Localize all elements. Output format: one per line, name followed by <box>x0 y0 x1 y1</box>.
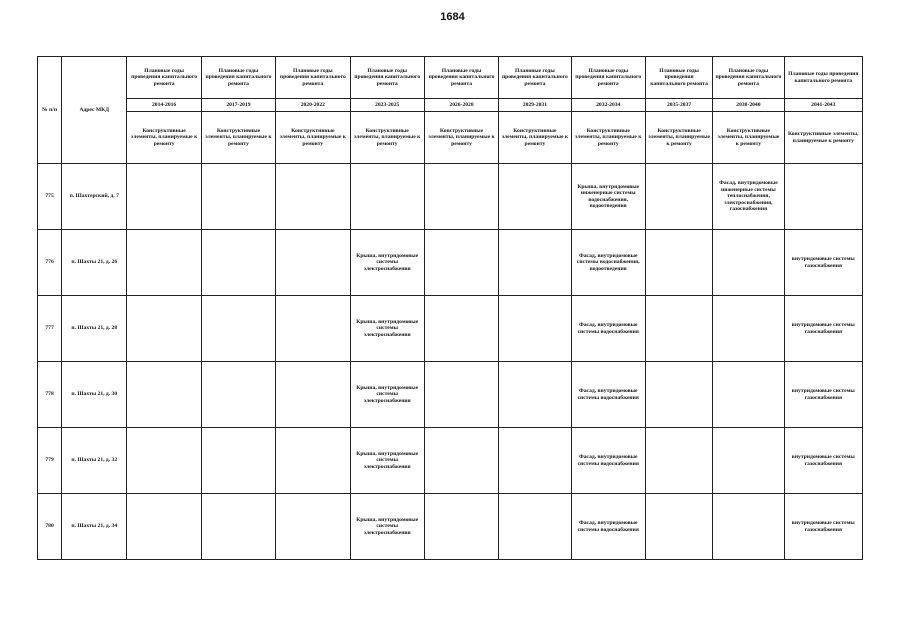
repair-elements-cell: внутридомовые системы газоснабжения <box>784 296 862 362</box>
row-address: п. Шахты 21, д. 26 <box>62 230 127 296</box>
period-years-header: 2026-2028 <box>424 99 498 112</box>
period-label-header: Плановые годы проведения капитального ремонта <box>571 57 645 99</box>
repair-elements-cell: Крыша, внутридомовые системы электроснабжения <box>350 296 424 362</box>
period-years-header: 2032-2034 <box>571 99 645 112</box>
period-elements-header: Конструктивные элементы, планируемые к ремонту <box>276 112 350 164</box>
repair-elements-cell: внутридомовые системы газоснабжения <box>784 230 862 296</box>
period-label-header: Плановые годы проведения капитального ремонта <box>276 57 350 99</box>
period-years-header: 2041-2043 <box>784 99 862 112</box>
row-address: п. Шахтерский, д. 7 <box>62 164 127 230</box>
period-label-header: Плановые годы проведения капитального ремонта <box>424 57 498 99</box>
row-address: п. Шахты 21, д. 28 <box>62 296 127 362</box>
repair-elements-cell: Фасад, внутридомовые системы водоснабжения <box>571 494 645 560</box>
repair-elements-cell <box>276 362 350 428</box>
repair-elements-cell <box>713 230 784 296</box>
repair-elements-cell <box>424 428 498 494</box>
repair-elements-cell <box>645 494 712 560</box>
repair-elements-cell <box>499 494 571 560</box>
repair-elements-cell <box>645 164 712 230</box>
repair-elements-cell <box>201 164 275 230</box>
repair-elements-cell: Крыша, внутридомовые системы электроснабжения <box>350 230 424 296</box>
repair-elements-cell: Крыша, внутридомовые системы электроснабжения <box>350 494 424 560</box>
header-row-years <box>38 99 863 112</box>
period-label-header: Плановые годы проведения капитального ремонта <box>645 57 712 99</box>
row-number: 777 <box>38 296 62 362</box>
period-years-header: 2023-2025 <box>350 99 424 112</box>
repair-elements-cell <box>127 296 201 362</box>
row-address: п. Шахты 21, д. 30 <box>62 362 127 428</box>
table-row <box>38 494 863 560</box>
repair-elements-cell <box>201 230 275 296</box>
repair-elements-cell <box>645 428 712 494</box>
repair-elements-cell <box>499 362 571 428</box>
repair-elements-cell: Фасад, внутридомовые системы водоснабжения <box>571 296 645 362</box>
repair-elements-cell: внутридомовые системы газоснабжения <box>784 362 862 428</box>
repair-elements-cell <box>424 230 498 296</box>
table-row <box>38 362 863 428</box>
period-label-header: Плановые годы проведения капитального ремонта <box>713 57 784 99</box>
repair-elements-cell <box>645 230 712 296</box>
table-row <box>38 164 863 230</box>
row-number: 775 <box>38 164 62 230</box>
table-row <box>38 230 863 296</box>
header-row-elements <box>38 112 863 164</box>
period-label-header: Плановые годы проведения капитального ремонта <box>499 57 571 99</box>
repair-elements-cell <box>713 428 784 494</box>
repair-elements-cell <box>784 164 862 230</box>
repair-elements-cell: Фасад, внутридомовые системы водоснабжения <box>571 428 645 494</box>
repair-elements-cell <box>499 428 571 494</box>
period-elements-header: Конструктивные элементы, планируемые к ремонту <box>645 112 712 164</box>
period-elements-header: Конструктивные элементы, планируемые к ремонту <box>350 112 424 164</box>
repair-elements-cell <box>424 362 498 428</box>
period-label-header: Плановые годы проведения капитального ремонта <box>201 57 275 99</box>
repair-elements-cell: Крыша, внутридомовые системы электроснабжения <box>350 428 424 494</box>
address-header: Адрес МКД <box>62 57 127 164</box>
repair-elements-cell <box>350 164 424 230</box>
period-years-header: 2029-2031 <box>499 99 571 112</box>
repair-elements-cell <box>127 362 201 428</box>
repair-elements-cell <box>127 164 201 230</box>
repair-elements-cell: Крыша, внутридомовые системы электроснабжения <box>350 362 424 428</box>
repair-elements-cell <box>276 230 350 296</box>
period-elements-header: Конструктивные элементы, планируемые к ремонту <box>571 112 645 164</box>
repair-elements-cell: Фасад, внутридомовые системы водоснабжения, водоотведения <box>571 230 645 296</box>
table-row <box>38 428 863 494</box>
repair-elements-cell <box>499 164 571 230</box>
repair-elements-cell <box>127 494 201 560</box>
period-elements-header: Конструктивные элементы, планируемые к ремонту <box>201 112 275 164</box>
period-years-header: 2017-2019 <box>201 99 275 112</box>
period-years-header: 2020-2022 <box>276 99 350 112</box>
repair-elements-cell <box>424 164 498 230</box>
period-elements-header: Конструктивные элементы, планируемые к ремонту <box>424 112 498 164</box>
repair-elements-cell <box>276 164 350 230</box>
repair-elements-cell <box>201 494 275 560</box>
row-number: 776 <box>38 230 62 296</box>
repair-elements-cell <box>499 230 571 296</box>
period-label-header: Плановые годы проведения капитального ремонта <box>127 57 201 99</box>
repair-elements-cell <box>201 428 275 494</box>
repair-elements-cell <box>713 362 784 428</box>
repair-elements-cell: Фасад, внутридомовые инженерные системы теплоснабжения, электроснабжения, газоснабжения <box>713 164 784 230</box>
repair-elements-cell <box>499 296 571 362</box>
page-number: 1684 <box>440 11 465 23</box>
period-label-header: Плановые годы проведения капитального ремонта <box>784 57 862 99</box>
repair-elements-cell <box>276 494 350 560</box>
repair-elements-cell <box>424 296 498 362</box>
period-elements-header: Конструктивные элементы, планируемые к ремонту <box>713 112 784 164</box>
row-address: п. Шахты 21, д. 34 <box>62 494 127 560</box>
row-number: 779 <box>38 428 62 494</box>
repair-elements-cell <box>276 296 350 362</box>
repair-elements-cell <box>713 494 784 560</box>
repair-elements-cell <box>645 362 712 428</box>
period-years-header: 2038-2040 <box>713 99 784 112</box>
repair-elements-cell: Крыша, внутридомовые инженерные системы водоснабжения, водоотведения <box>571 164 645 230</box>
repair-elements-cell <box>127 428 201 494</box>
capital-repair-table <box>37 56 863 560</box>
period-years-header: 2035-2037 <box>645 99 712 112</box>
period-elements-header: Конструктивные элементы, планируемые к ремонту <box>784 112 862 164</box>
repair-elements-cell <box>201 296 275 362</box>
num-header: № п/п <box>38 57 62 164</box>
repair-elements-cell: внутридомовые системы газоснабжения <box>784 428 862 494</box>
repair-elements-cell <box>127 230 201 296</box>
period-years-header: 2014-2016 <box>127 99 201 112</box>
table-row <box>38 296 863 362</box>
repair-elements-cell <box>713 296 784 362</box>
header-row-labels <box>38 57 863 99</box>
row-number: 780 <box>38 494 62 560</box>
repair-elements-cell <box>424 494 498 560</box>
period-elements-header: Конструктивные элементы, планируемые к ремонту <box>127 112 201 164</box>
row-number: 778 <box>38 362 62 428</box>
repair-elements-cell <box>645 296 712 362</box>
row-address: п. Шахты 21, д. 32 <box>62 428 127 494</box>
repair-elements-cell: внутридомовые системы газоснабжения <box>784 494 862 560</box>
repair-elements-cell: Фасад, внутридомовые системы водоснабжения <box>571 362 645 428</box>
period-label-header: Плановые годы проведения капитального ремонта <box>350 57 424 99</box>
repair-elements-cell <box>201 362 275 428</box>
repair-elements-cell <box>276 428 350 494</box>
period-elements-header: Конструктивные элементы, планируемые к ремонту <box>499 112 571 164</box>
